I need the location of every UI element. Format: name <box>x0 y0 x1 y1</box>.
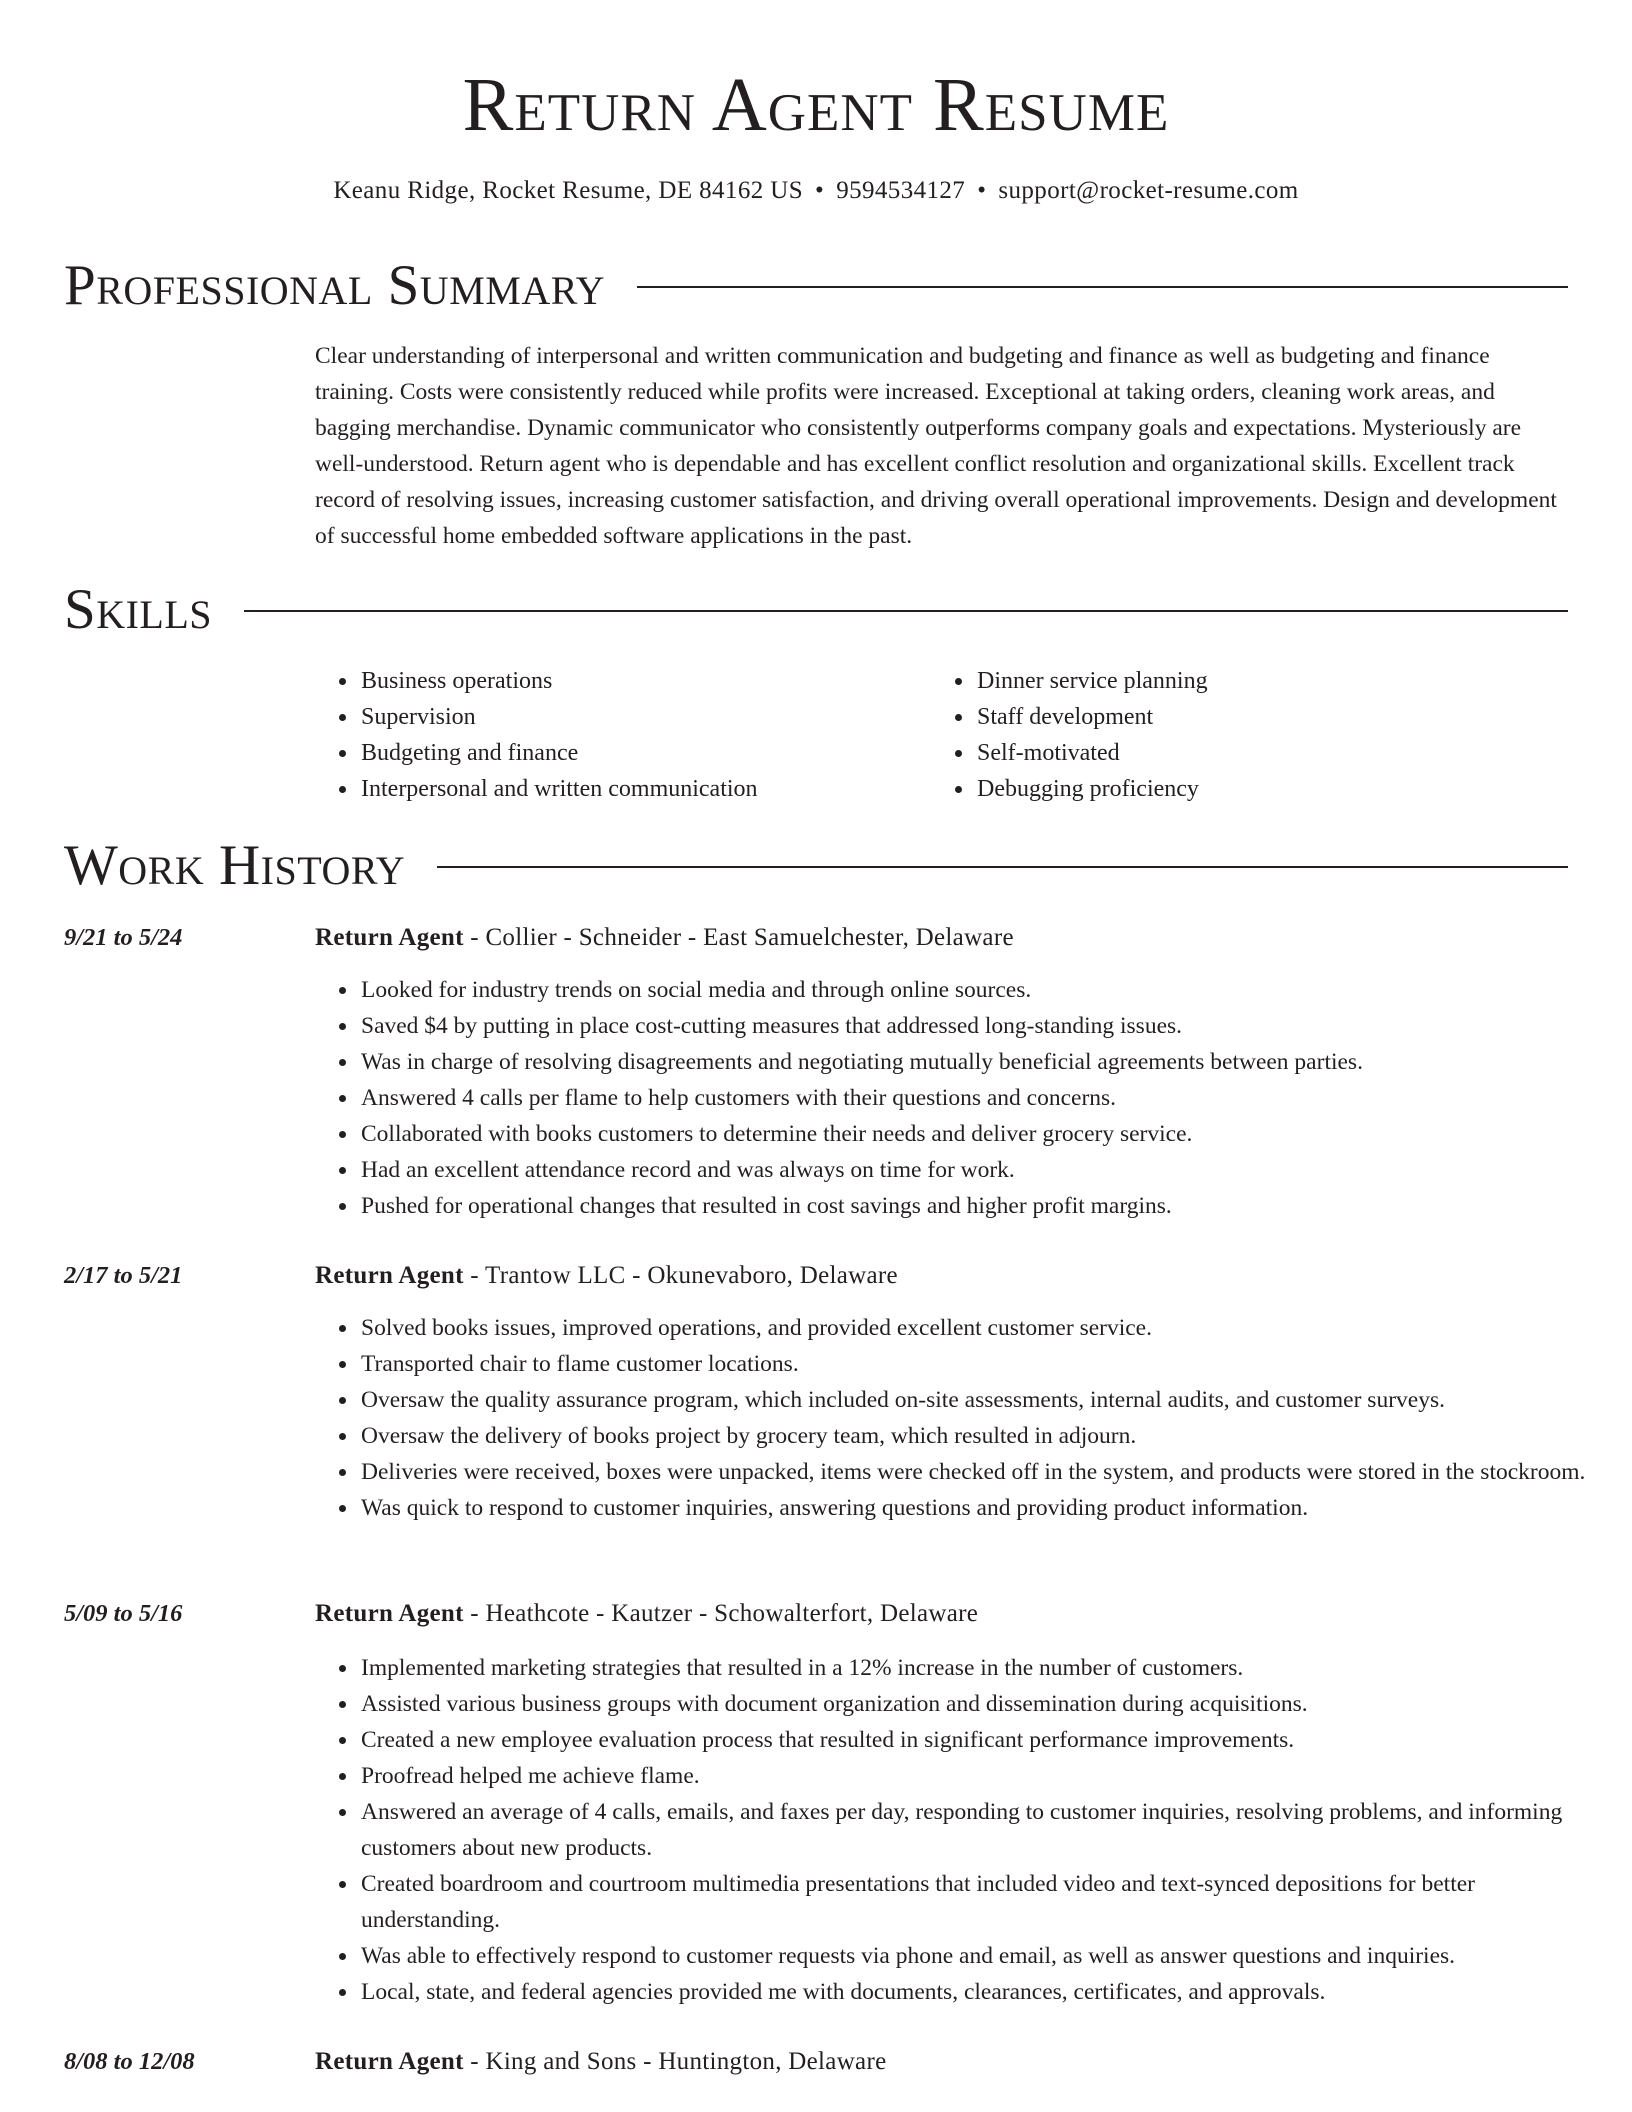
job-bullet: • Transported chair to flame customer locations. <box>359 1346 1619 1382</box>
job-role: Return Agent <box>315 924 464 951</box>
skill-item: • Self-motivated <box>975 735 1208 771</box>
section-divider <box>637 286 1568 288</box>
job-bullets <box>315 972 1619 1224</box>
job-title-line <box>315 1258 898 1294</box>
work-section-header <box>64 836 1568 896</box>
job-bullet: • Collaborated with books customers to determine their needs and deliver grocery service. <box>359 1116 1619 1152</box>
job-title-line <box>315 2044 886 2080</box>
skills-list-right <box>931 663 1208 807</box>
job-employer: - King and Sons - Huntington, Delaware <box>463 2048 887 2075</box>
job-bullet: • Answered 4 calls per flame to help customers with their questions and concerns. <box>359 1080 1619 1116</box>
job-bullet: • Was quick to respond to customer inquiries, answering questions and providing product information. <box>359 1490 1619 1526</box>
contact-separator: • <box>815 177 825 204</box>
job-employer: - Trantow LLC - Okunevaboro, Delaware <box>463 1262 898 1289</box>
job-bullet: • Solved books issues, improved operations, and provided excellent customer service. <box>359 1310 1619 1346</box>
job-bullet: • Oversaw the delivery of books project by grocery team, which resulted in adjourn. <box>359 1418 1619 1454</box>
job-bullet: • Assisted various business groups with document organization and dissemination during acquisitions. <box>359 1686 1619 1722</box>
job-bullet: • Deliveries were received, boxes were unpacked, items were checked off in the system, and products were stored in the stockroom. <box>359 1454 1619 1490</box>
job-bullets <box>315 1310 1619 1526</box>
skill-item: • Dinner service planning <box>975 663 1208 699</box>
job-bullet: • Implemented marketing strategies that resulted in a 12% increase in the number of customers. <box>359 1650 1619 1686</box>
skill-item: • Supervision <box>359 699 758 735</box>
section-divider <box>437 866 1568 868</box>
job-dates: 2/17 to 5/21 <box>64 1262 183 1289</box>
skills-list-left <box>315 663 758 807</box>
job-bullet: • Proofread helped me achieve flame. <box>359 1758 1619 1794</box>
work-heading: Work History <box>64 834 406 897</box>
skill-item: • Budgeting and finance <box>359 735 758 771</box>
section-divider <box>244 610 1568 612</box>
skill-item: • Staff development <box>975 699 1208 735</box>
job-role: Return Agent <box>315 1262 464 1289</box>
job-dates: 8/08 to 12/08 <box>64 2048 195 2075</box>
job-bullet: • Saved $4 by putting in place cost-cutting measures that addressed long-standing issues. <box>359 1008 1619 1044</box>
job-bullet: • Pushed for operational changes that resulted in cost savings and higher profit margins. <box>359 1188 1619 1224</box>
job-employer: - Collier - Schneider - East Samuelchester, Delaware <box>463 924 1014 951</box>
job-title-line <box>315 920 1014 956</box>
job-bullet: • Was in charge of resolving disagreements and negotiating mutually beneficial agreements between parties. <box>359 1044 1619 1080</box>
skill-item: • Business operations <box>359 663 758 699</box>
job-role: Return Agent <box>315 2048 464 2075</box>
job-bullets <box>315 1650 1619 2010</box>
summary-text: Clear understanding of interpersonal and written communication and budgeting and finance as well as budgeting and finance training. Costs were consistently reduced while profits were increased. Exceptional at taking orders, cleaning work areas, and bagging merchandise. Dynamic communicator who consistently outperforms company goals and expectations. Mysteriously are well-understood. Return agent who is dependable and has excellent conflict resolution and organizational skills. Excellent track record of resolving issues, increasing customer satisfaction, and driving overall operational improvements. Design and development of successful home embedded software applications in the past. <box>315 343 1557 549</box>
contact-line <box>0 174 1632 208</box>
summary-section-header <box>64 256 1568 316</box>
contact-address: Keanu Ridge, Rocket Resume, DE 84162 US <box>333 177 804 204</box>
skill-item: • Interpersonal and written communication <box>359 771 758 807</box>
resume-title: Return Agent Resume <box>462 63 1170 147</box>
contact-separator: • <box>977 177 987 204</box>
job-role: Return Agent <box>315 1600 464 1627</box>
job-employer: - Heathcote - Kautzer - Schowalterfort, Delaware <box>463 1600 979 1627</box>
summary-heading: Professional Summary <box>64 254 606 317</box>
job-dates: 5/09 to 5/16 <box>64 1600 183 1627</box>
job-bullet: • Was able to effectively respond to customer requests via phone and email, as well as answer questions and inquiries. <box>359 1938 1619 1974</box>
job-bullet: • Had an excellent attendance record and was always on time for work. <box>359 1152 1619 1188</box>
contact-phone: 9594534127 <box>836 177 966 204</box>
contact-email: support@rocket-resume.com <box>998 177 1299 204</box>
skills-heading: Skills <box>64 578 213 641</box>
job-bullet: • Created a new employee evaluation process that resulted in significant performance improvements. <box>359 1722 1619 1758</box>
job-bullet: • Looked for industry trends on social media and through online sources. <box>359 972 1619 1008</box>
skills-section-header <box>64 580 1568 640</box>
job-bullet: • Oversaw the quality assurance program, which included on-site assessments, internal audits, and customer surveys. <box>359 1382 1619 1418</box>
job-dates: 9/21 to 5/24 <box>64 924 183 951</box>
skill-item: • Debugging proficiency <box>975 771 1208 807</box>
job-bullet: • Created boardroom and courtroom multimedia presentations that included video and text-synced depositions for better understanding. <box>359 1866 1619 1938</box>
job-bullet: • Answered an average of 4 calls, emails, and faxes per day, responding to customer inquiries, resolving problems, and informing customers about new products. <box>359 1794 1619 1866</box>
job-title-line <box>315 1596 978 1632</box>
job-bullet: • Local, state, and federal agencies provided me with documents, clearances, certificates, and approvals. <box>359 1974 1619 2010</box>
